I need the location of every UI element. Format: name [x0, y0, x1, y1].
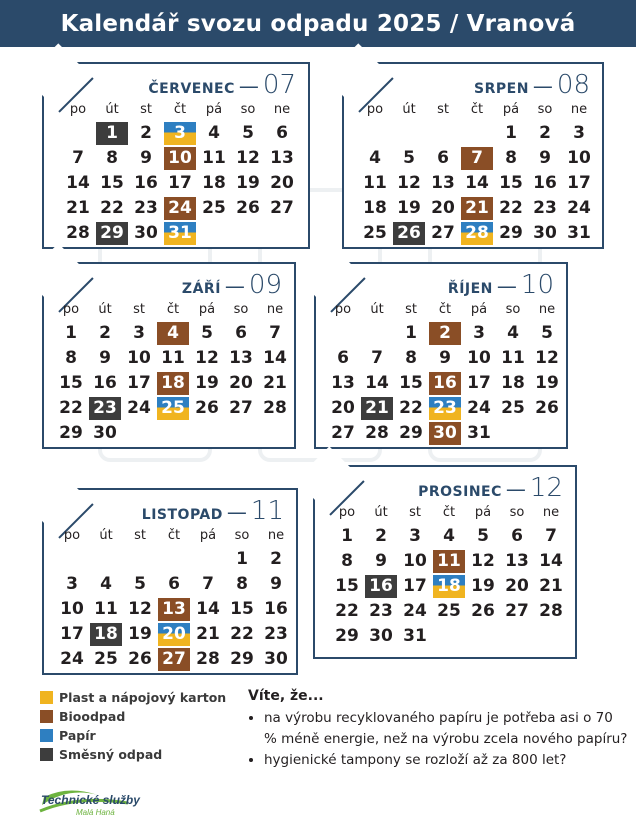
day-cell: 9: [439, 348, 451, 368]
day-cell: 16: [264, 599, 288, 619]
weekday-label: út: [105, 102, 119, 117]
day-cell-ybl: 28: [461, 222, 493, 245]
day-cell: 8: [341, 551, 353, 571]
day-cell-ybl: 18: [433, 575, 465, 598]
weekday-label: ne: [538, 302, 556, 317]
day-cell: 2: [375, 526, 387, 546]
day-cell: 27: [431, 223, 455, 243]
month-name: ČERVENEC: [148, 81, 235, 97]
month-number: 12: [529, 473, 563, 503]
month-title: [448, 270, 554, 300]
day-cell: 9: [99, 348, 111, 368]
day-cell: 20: [270, 173, 294, 193]
day-cell: 11: [94, 599, 118, 619]
day-cell: 19: [535, 373, 559, 393]
day-cell-dark: 23: [89, 397, 121, 420]
month-card: [42, 262, 296, 449]
day-cell: 19: [397, 198, 421, 218]
day-cell: 10: [567, 148, 591, 168]
month-number: 11: [250, 496, 284, 526]
day-cell: 31: [567, 223, 591, 243]
weekday-label: ne: [570, 102, 588, 117]
day-cell: 25: [501, 398, 525, 418]
day-cell: 17: [168, 173, 192, 193]
legend: [40, 688, 226, 764]
day-cell: 27: [505, 601, 529, 621]
page-title: Kalendář svozu odpadu 2025 / Vranová: [60, 10, 576, 37]
day-cell: 11: [363, 173, 387, 193]
day-cell: 16: [93, 373, 117, 393]
weekday-label: st: [140, 102, 152, 117]
day-cell: 6: [168, 574, 180, 594]
day-cell: 5: [403, 148, 415, 168]
day-cell: 25: [437, 601, 461, 621]
day-cell-brown: 10: [164, 147, 196, 170]
month-dash: —: [226, 500, 247, 524]
day-cell: 22: [59, 398, 83, 418]
day-cell: 7: [202, 574, 214, 594]
legend-swatch-dark: [40, 748, 53, 761]
day-cell: 7: [545, 526, 557, 546]
month-dash: —: [532, 74, 553, 98]
day-cell: 23: [369, 601, 393, 621]
weekday-label: ne: [542, 505, 560, 520]
day-cell: 5: [477, 526, 489, 546]
weekday-label: pá: [199, 528, 217, 543]
day-cell: 25: [363, 223, 387, 243]
month-name: ŘÍJEN: [447, 281, 493, 297]
day-cell-ybl: 20: [158, 623, 190, 646]
day-cell: 13: [229, 348, 253, 368]
day-cell: 9: [375, 551, 387, 571]
day-cell: 2: [539, 123, 551, 143]
day-cell: 9: [140, 148, 152, 168]
day-cell: 1: [65, 323, 77, 343]
day-cell: 14: [365, 373, 389, 393]
weekday-label: po: [338, 505, 356, 520]
day-cell: 15: [499, 173, 523, 193]
day-cell: 29: [335, 626, 359, 646]
weekday-label: ne: [273, 102, 291, 117]
day-cell: 30: [369, 626, 393, 646]
month-number: 09: [248, 270, 282, 300]
day-cell: 22: [499, 198, 523, 218]
weekday-label: pá: [198, 302, 216, 317]
day-cell: 1: [505, 123, 517, 143]
day-cell: 14: [196, 599, 220, 619]
day-cell: 9: [270, 574, 282, 594]
day-cell: 17: [403, 576, 427, 596]
weekday-label: po: [334, 302, 352, 317]
day-cell: 4: [369, 148, 381, 168]
day-cell: 5: [201, 323, 213, 343]
day-cell: 24: [60, 649, 84, 669]
day-cell: 25: [202, 198, 226, 218]
day-cell: 31: [403, 626, 427, 646]
day-cell: 19: [195, 373, 219, 393]
day-cell: 14: [263, 348, 287, 368]
month-number: 07: [262, 70, 296, 100]
day-cell: 2: [140, 123, 152, 143]
day-cell-brown: 7: [461, 147, 493, 170]
day-cell: 28: [365, 423, 389, 443]
weekday-label: čt: [173, 102, 187, 117]
day-cell: 10: [60, 599, 84, 619]
day-cell: 2: [270, 549, 282, 569]
day-cell: 22: [335, 601, 359, 621]
day-cell: 24: [467, 398, 491, 418]
day-cell: 8: [405, 348, 417, 368]
weekday-label: st: [405, 302, 417, 317]
day-cell-dark: 21: [361, 397, 393, 420]
day-cell: 29: [499, 223, 523, 243]
day-cell: 16: [533, 173, 557, 193]
day-cell: 13: [331, 373, 355, 393]
weekday-label: ne: [266, 302, 284, 317]
day-cell: 15: [100, 173, 124, 193]
day-cell: 19: [471, 576, 495, 596]
day-cell: 17: [567, 173, 591, 193]
legend-item-bio: [40, 707, 226, 726]
day-cell: 12: [397, 173, 421, 193]
day-cell: 30: [533, 223, 557, 243]
day-cell: 26: [535, 398, 559, 418]
day-cell: 18: [202, 173, 226, 193]
day-cell: 3: [409, 526, 421, 546]
day-cell: 14: [539, 551, 563, 571]
day-cell: 20: [431, 198, 455, 218]
day-cell: 30: [93, 423, 117, 443]
month-title: [148, 70, 296, 100]
weekday-label: so: [505, 302, 521, 317]
day-cell: 26: [236, 198, 260, 218]
day-cell-dark: 18: [90, 623, 122, 646]
weekday-label: so: [509, 505, 525, 520]
page-header: [0, 0, 636, 47]
day-cell: 20: [331, 398, 355, 418]
day-cell: 21: [263, 373, 287, 393]
weekday-label: út: [99, 528, 113, 543]
facts-title: Víte, že...: [248, 688, 324, 704]
day-cell: 21: [196, 624, 220, 644]
day-cell-brown: 24: [164, 197, 196, 220]
day-cell: 8: [505, 148, 517, 168]
month-card: [42, 488, 298, 675]
weekday-label: čt: [438, 302, 452, 317]
day-cell: 12: [128, 599, 152, 619]
day-cell: 26: [471, 601, 495, 621]
day-cell: 20: [505, 576, 529, 596]
weekday-label: pá: [502, 102, 520, 117]
day-cell: 6: [437, 148, 449, 168]
weekday-label: ne: [267, 528, 285, 543]
day-cell: 8: [106, 148, 118, 168]
day-cell-brown: 11: [433, 550, 465, 573]
month-card: [314, 262, 568, 449]
day-cell-ybl: 3: [164, 122, 196, 145]
day-cell: 30: [134, 223, 158, 243]
weekday-label: po: [63, 528, 81, 543]
day-cell: 11: [161, 348, 185, 368]
day-cell: 14: [465, 173, 489, 193]
day-cell: 18: [501, 373, 525, 393]
day-cell: 29: [59, 423, 83, 443]
day-cell-dark: 26: [393, 222, 425, 245]
fact-item: • na výrobu recyklovaného papíru je potřeba asi o 70 % méně energie, než na výrobu zcela nového papíru?: [264, 708, 628, 750]
day-cell: 7: [269, 323, 281, 343]
day-cell: 10: [127, 348, 151, 368]
weekday-label: pá: [205, 102, 223, 117]
day-cell-ybl: 31: [164, 222, 196, 245]
month-card: [313, 465, 577, 659]
day-cell: 25: [94, 649, 118, 669]
facts-box: [248, 688, 628, 771]
day-cell: 12: [471, 551, 495, 571]
day-cell: 29: [399, 423, 423, 443]
day-cell: 11: [501, 348, 525, 368]
day-cell: 6: [276, 123, 288, 143]
weekday-label: po: [62, 302, 80, 317]
day-cell: 13: [270, 148, 294, 168]
month-name: SRPEN: [474, 81, 529, 97]
day-cell: 15: [399, 373, 423, 393]
day-cell: 22: [230, 624, 254, 644]
weekday-label: čt: [470, 102, 484, 117]
day-cell: 13: [505, 551, 529, 571]
weekday-label: st: [409, 505, 421, 520]
day-cell-brown: 16: [429, 372, 461, 395]
logo-text-main: Technické služby: [41, 793, 140, 807]
day-cell: 7: [371, 348, 383, 368]
month-name: ZÁŘÍ: [181, 281, 221, 297]
legend-label: Směsný odpad: [59, 747, 163, 762]
legend-swatch-brown: [40, 710, 53, 723]
weekday-label: pá: [474, 505, 492, 520]
day-cell: 1: [405, 323, 417, 343]
day-cell: 27: [331, 423, 355, 443]
day-cell: 21: [66, 198, 90, 218]
weekday-label: so: [240, 102, 256, 117]
month-title: [142, 496, 284, 526]
weekday-label: čt: [167, 528, 181, 543]
day-cell: 29: [230, 649, 254, 669]
day-cell: 22: [100, 198, 124, 218]
day-cell: 11: [202, 148, 226, 168]
day-cell: 17: [60, 624, 84, 644]
legend-label: Bioodpad: [59, 709, 126, 724]
weekday-label: st: [133, 302, 145, 317]
day-cell: 26: [128, 649, 152, 669]
month-title: [182, 270, 282, 300]
weekday-label: út: [374, 505, 388, 520]
month-card: [342, 62, 604, 249]
day-cell: 23: [134, 198, 158, 218]
month-dash: —: [224, 274, 245, 298]
day-cell: 4: [208, 123, 220, 143]
facts-list: [248, 708, 628, 771]
month-dash: —: [496, 274, 517, 298]
day-cell: 1: [341, 526, 353, 546]
day-cell: 12: [535, 348, 559, 368]
day-cell: 27: [229, 398, 253, 418]
day-cell-brown: 13: [158, 598, 190, 621]
day-cell: 6: [511, 526, 523, 546]
day-cell-brown: 4: [157, 322, 189, 345]
day-cell: 23: [533, 198, 557, 218]
weekday-label: st: [134, 528, 146, 543]
day-cell-ybl: 25: [157, 397, 189, 420]
day-cell: 28: [263, 398, 287, 418]
legend-label: Plast a nápojový karton: [59, 690, 227, 705]
day-cell: 14: [66, 173, 90, 193]
day-cell-brown: 27: [158, 648, 190, 671]
day-cell: 24: [127, 398, 151, 418]
day-cell: 4: [443, 526, 455, 546]
day-cell-dark: 1: [96, 122, 128, 145]
day-cell: 15: [59, 373, 83, 393]
weekday-label: po: [69, 102, 87, 117]
legend-item-plast: [40, 688, 226, 707]
day-cell-dark: 29: [96, 222, 128, 245]
day-cell: 8: [65, 348, 77, 368]
day-cell: 6: [235, 323, 247, 343]
day-cell: 7: [72, 148, 84, 168]
day-cell: 20: [229, 373, 253, 393]
day-cell: 28: [196, 649, 220, 669]
month-number: 08: [556, 70, 590, 100]
day-cell: 6: [337, 348, 349, 368]
weekday-label: so: [234, 528, 250, 543]
month-dash: —: [505, 477, 526, 501]
weekday-label: so: [537, 102, 553, 117]
weekday-label: pá: [470, 302, 488, 317]
day-cell: 16: [134, 173, 158, 193]
day-cell: 17: [127, 373, 151, 393]
legend-swatch-blue: [40, 729, 53, 742]
day-cell: 24: [567, 198, 591, 218]
weekday-label: po: [366, 102, 384, 117]
legend-label: Papír: [59, 728, 96, 743]
day-cell: 2: [99, 323, 111, 343]
day-cell: 21: [539, 576, 563, 596]
day-cell: 9: [539, 148, 551, 168]
day-cell: 28: [539, 601, 563, 621]
day-cell: 5: [242, 123, 254, 143]
day-cell: 27: [270, 198, 294, 218]
weekday-label: čt: [442, 505, 456, 520]
day-cell: 8: [236, 574, 248, 594]
logo-text-sub: Malá Haná: [76, 808, 115, 817]
day-cell-brown: 18: [157, 372, 189, 395]
day-cell: 19: [236, 173, 260, 193]
day-cell: 12: [195, 348, 219, 368]
day-cell: 24: [403, 601, 427, 621]
day-cell: 4: [100, 574, 112, 594]
day-cell: 10: [403, 551, 427, 571]
month-title: [474, 70, 590, 100]
day-cell: 31: [467, 423, 491, 443]
day-cell: 5: [134, 574, 146, 594]
day-cell: 3: [473, 323, 485, 343]
month-number: 10: [520, 270, 554, 300]
day-cell: 18: [363, 198, 387, 218]
day-cell: 3: [573, 123, 585, 143]
day-cell: 19: [128, 624, 152, 644]
day-cell: 30: [264, 649, 288, 669]
weekday-label: čt: [166, 302, 180, 317]
day-cell: 15: [335, 576, 359, 596]
day-cell: 23: [264, 624, 288, 644]
month-card: [42, 62, 310, 249]
day-cell: 4: [507, 323, 519, 343]
day-cell-dark: 16: [365, 575, 397, 598]
day-cell: 10: [467, 348, 491, 368]
company-logo: [38, 777, 148, 817]
month-name: PROSINEC: [418, 484, 502, 500]
day-cell: 17: [467, 373, 491, 393]
month-dash: —: [238, 74, 259, 98]
weekday-label: út: [98, 302, 112, 317]
legend-item-smesny: [40, 745, 226, 764]
day-cell-brown: 21: [461, 197, 493, 220]
day-cell: 3: [133, 323, 145, 343]
month-name: LISTOPAD: [141, 507, 223, 523]
legend-swatch-yellow: [40, 691, 53, 704]
day-cell: 1: [236, 549, 248, 569]
legend-item-papir: [40, 726, 226, 745]
weekday-label: so: [233, 302, 249, 317]
day-cell: 3: [66, 574, 78, 594]
day-cell: 12: [236, 148, 260, 168]
weekday-label: st: [437, 102, 449, 117]
day-cell: 13: [431, 173, 455, 193]
month-title: [418, 473, 563, 503]
day-cell-brown: 2: [429, 322, 461, 345]
fact-item: • hygienické tampony se rozloží až za 800 let?: [264, 750, 628, 771]
day-cell: 15: [230, 599, 254, 619]
day-cell: 26: [195, 398, 219, 418]
day-cell: 22: [399, 398, 423, 418]
weekday-label: út: [402, 102, 416, 117]
day-cell-brown: 30: [429, 422, 461, 445]
day-cell: 5: [541, 323, 553, 343]
day-cell: 28: [66, 223, 90, 243]
day-cell-ybl: 23: [429, 397, 461, 420]
weekday-label: út: [370, 302, 384, 317]
